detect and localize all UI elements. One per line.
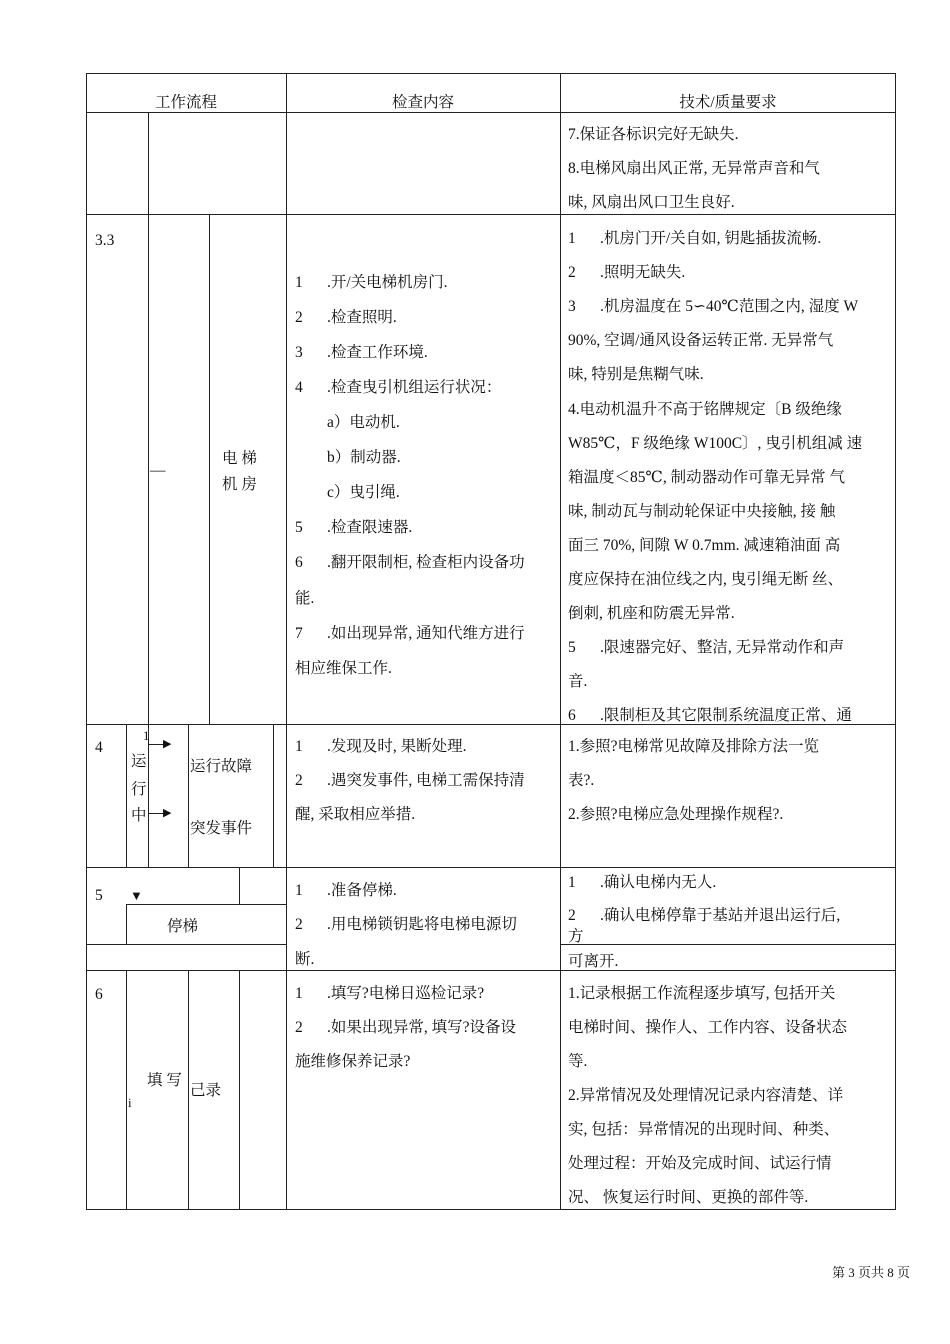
row5-inner-line (126, 904, 286, 905)
step-name: 机 房 (222, 476, 257, 493)
header-check-content: 检查内容 (391, 94, 454, 111)
side-char: 中 (131, 807, 147, 824)
req-line: 5 .限速器完好、整洁, 无异常动作和声 (568, 639, 845, 656)
list-item: 3 .检查工作环境. (295, 344, 428, 361)
step-mark: 1 (143, 728, 150, 743)
col-divider (560, 73, 561, 1210)
req-line: 1.参照?电梯常见故障及排除方法一览 (568, 738, 820, 755)
list-item: 能. (295, 590, 315, 607)
req-line: 实, 包括：异常情况的出现时间、种类、 (568, 1121, 840, 1138)
req-line: 表?. (568, 772, 595, 789)
sub-col-line (209, 214, 210, 724)
list-item: 5 .检查限速器. (295, 519, 413, 536)
col-divider (286, 73, 287, 1210)
row-divider (86, 214, 896, 215)
list-item: 相应维保工作. (295, 660, 392, 677)
stop-label: 停梯 (166, 918, 198, 935)
row5-inner-line (86, 944, 286, 945)
list-item: 7 .如出现异常, 通知代维方进行 (295, 625, 525, 642)
req-line: W85℃，F 级绝缘 W100C〕, 曳引机组减 速 (568, 435, 863, 452)
side-char: 行 (131, 781, 147, 798)
row5-req-line (560, 944, 896, 945)
sub-col-line (126, 970, 127, 1210)
req-line: 味, 风扇出风口卫生良好. (568, 194, 735, 211)
req-line: 2 .照明无缺失. (568, 264, 686, 281)
table-bottom-border (86, 1209, 896, 1210)
sub-col-line (188, 970, 189, 1210)
list-item: 醒, 采取相应举措. (295, 806, 416, 823)
row-divider (86, 867, 896, 868)
table-right-border (895, 73, 896, 1210)
list-item: 4 .检查曳引机组运行状况： (295, 379, 502, 396)
list-item: a）电动机. (327, 414, 400, 431)
req-line: 箱温度＜85℃, 制动器动作可靠无异常 气 (568, 469, 845, 486)
req-line: 面三 70%, 间隙 W 0.7mm. 减速箱油面 高 (568, 537, 841, 554)
req-line: 2.参照?电梯应急处理操作规程?. (568, 806, 784, 823)
event-label: 运行故障 (190, 758, 253, 775)
list-item: 1 .开/关电梯机房门. (295, 274, 448, 291)
req-line: 方 (568, 928, 584, 945)
req-line: 1.记录根据工作流程逐步填写, 包括开关 (568, 985, 836, 1002)
req-line: 4.电动机温升不高于铭牌规定〔B 级绝缘 (568, 401, 842, 418)
list-item: 1 .发现及时, 果断处理. (295, 738, 467, 755)
list-item: 施维修保养记录? (295, 1053, 411, 1070)
step-number: 6 (95, 986, 103, 1003)
list-item: b）制动器. (327, 449, 401, 466)
req-line: 等. (568, 1053, 588, 1070)
req-line: 味, 特别是焦糊气味. (568, 366, 704, 383)
req-line: 音. (568, 673, 588, 690)
list-item: 断. (295, 951, 315, 968)
req-line: 可离开. (568, 953, 619, 970)
req-line: 度应保持在油位线之内, 曳引绳无断 丝、 (568, 571, 844, 588)
sub-col-line (239, 970, 240, 1210)
record-label: 己录 (190, 1082, 222, 1099)
req-line: 90%, 空调/通风设备运转正常. 无异常气 (568, 332, 834, 349)
req-line: 电梯时间、操作人、工作内容、设备状态 (568, 1019, 848, 1036)
header-requirements: 技术/质量要求 (679, 94, 777, 111)
record-label-left: 填 写 (147, 1072, 182, 1089)
step-number: 4 (95, 739, 103, 756)
list-item: 1 .准备停梯. (295, 882, 397, 899)
req-line: 8.电梯风扇出风正常, 无异常声音和气 (568, 160, 820, 177)
req-line: 7.保证各标识完好无缺失. (568, 126, 739, 143)
req-line: 3 .机房温度在 5∽40℃范围之内, 湿度 W (568, 298, 859, 315)
sub-col-line (188, 724, 189, 867)
header-bottom-border (86, 112, 896, 113)
req-line: 况、 恢复运行时间、更换的部件等. (568, 1189, 809, 1206)
side-char: 运 (131, 753, 147, 770)
req-line: 2 .确认电梯停靠于基站并退出运行后, (568, 907, 841, 924)
step-number: 3.3 (95, 232, 115, 249)
event-label: 突发事件 (190, 820, 253, 837)
req-line: 1 .机房门开/关自如, 钥匙插拔流畅. (568, 230, 822, 247)
req-line: 2.异常情况及处理情况记录内容清楚、详 (568, 1087, 844, 1104)
list-item: 2 .用电梯锁钥匙将电梯电源切 (295, 916, 517, 933)
req-line: 处理过程：开始及完成时间、试运行情 (568, 1155, 832, 1172)
down-arrow-icon: ▼ (130, 888, 143, 903)
step-name: 电 梯 (222, 450, 257, 467)
sub-col-line (239, 867, 240, 904)
req-line: 6 .限制柜及其它限制系统温度正常、通 (568, 707, 852, 724)
step-number: 5 (95, 887, 103, 904)
header-workflow: 工作流程 (154, 94, 217, 111)
record-label-mark: i (128, 1095, 132, 1110)
row-divider (86, 970, 896, 971)
req-line: 味, 制动瓦与制动轮保证中央接触, 接 触 (568, 503, 836, 520)
table-left-border (86, 73, 87, 1210)
req-line: 1 .确认电梯内无人. (568, 874, 717, 891)
req-line: 倒刺, 机座和防震无异常. (568, 605, 735, 622)
sub-col-line (126, 724, 127, 867)
list-item: 2 .检查照明. (295, 309, 397, 326)
sub-col-line (148, 112, 149, 214)
list-item: 6 .翻开限制柜, 检查柜内设备功 (295, 554, 525, 571)
list-item: 1 .填写?电梯日巡检记录? (295, 985, 485, 1002)
sub-col-line (273, 724, 274, 867)
page-number: 第 3 页共 8 页 (831, 1265, 910, 1280)
sub-col-line (148, 214, 149, 867)
list-item: 2 .如果出现异常, 填写?设备设 (295, 1019, 517, 1036)
list-item: c）曳引绳. (327, 484, 400, 501)
step-dash: — (150, 462, 166, 479)
table-top-border (86, 73, 896, 74)
list-item: 2 .遇突发事件, 电梯工需保持清 (295, 772, 525, 789)
